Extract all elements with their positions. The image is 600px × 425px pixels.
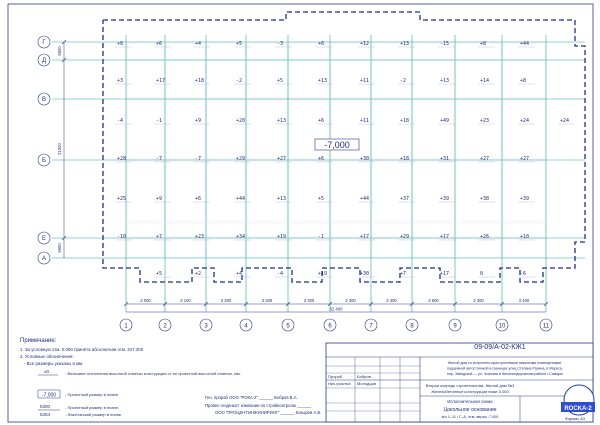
axis-col-label: 6 xyxy=(328,323,332,330)
deviation-value: +14 xyxy=(480,78,490,84)
deviation-value: +12 xyxy=(360,41,370,47)
deviation-value: +13 xyxy=(440,78,450,84)
grid-cell xyxy=(372,100,411,159)
dim-label: 3 300 xyxy=(473,298,484,303)
sheet-name: Цокольное основание xyxy=(443,407,497,413)
deviation-value: +6 xyxy=(318,156,325,162)
axis-bubble-col xyxy=(240,319,252,331)
axis-bubble-col xyxy=(365,319,377,331)
deviation-value: +17 xyxy=(156,78,166,84)
deviation-value: +27 xyxy=(277,156,287,162)
deviation-value: +24 xyxy=(560,118,570,124)
grid-cell xyxy=(503,161,545,221)
deviation-value: +24 xyxy=(520,118,530,124)
grid-cell xyxy=(289,161,329,221)
signer-2: Провел геодезист компании по стройконтролю ______ xyxy=(205,403,312,408)
axis-bubble-row xyxy=(38,36,50,48)
dim-total-label: 32 400 xyxy=(329,306,343,312)
signer-3: ООО "ПРОЦЕНТИНЖИНИРИНГ" ______ Козырев А.В. xyxy=(215,410,322,415)
role-1-name: Бобров xyxy=(357,374,371,379)
axis-col-label: 4 xyxy=(244,323,248,330)
deviation-value: +44 xyxy=(360,196,370,202)
grid-cell xyxy=(456,43,501,59)
sheet-title: Исполнительная схема xyxy=(447,399,493,404)
deviation-value: +19 xyxy=(277,234,287,240)
axis-bubble-col xyxy=(449,319,461,331)
deviation-value: +20 xyxy=(236,118,246,124)
legend-sym-4: 5304 xyxy=(40,412,51,417)
axis-bubble-col xyxy=(282,319,294,331)
axis-bubble-row xyxy=(38,93,50,105)
deviation-value: +18 xyxy=(400,156,410,162)
deviation-value: +38 xyxy=(480,196,490,202)
deviation-value: +8 xyxy=(480,41,487,47)
level-marker xyxy=(315,139,359,150)
deviation-value: -7 xyxy=(156,156,163,162)
org-line-1: Жилой дом со встроенно-пристроенными нежилыми помещениями, xyxy=(447,361,563,365)
left-dim-label: 5900 xyxy=(57,243,62,253)
axis-col-label: 5 xyxy=(286,323,290,330)
deviation-value: +18 xyxy=(195,78,205,84)
signer-1: Ген. прораб ООО "РОКА-2" ______ Бобров В.А. xyxy=(205,395,298,400)
grid-cell xyxy=(331,161,370,221)
title-block xyxy=(326,343,595,422)
grid-cell xyxy=(456,223,501,237)
deviation-value: +28 xyxy=(117,156,127,162)
legend-sym-2: -7,000 xyxy=(41,392,57,399)
deviation-value: +5 xyxy=(236,41,243,47)
deviation-value: +7 xyxy=(400,271,407,277)
deviation-value: +3 xyxy=(117,78,124,84)
axis-col-label: 11 xyxy=(542,323,550,330)
format-label: Формат А3 xyxy=(564,416,585,421)
deviation-value: +27 xyxy=(520,156,530,162)
grid-cell xyxy=(503,100,545,159)
grid-cell xyxy=(413,161,454,221)
deviation-value: +23 xyxy=(195,234,205,240)
deviation-value: +31 xyxy=(440,156,450,162)
grid-cell xyxy=(456,100,501,159)
deviation-value: +2 xyxy=(195,271,202,277)
deviation-value: -3 xyxy=(277,41,284,47)
left-dim-label: 21000 xyxy=(57,143,62,155)
grid-cell xyxy=(413,239,454,257)
stage-line-1: Вторая очередь строительства. Жилой дом №3 xyxy=(425,383,515,388)
deviation-value: -15 xyxy=(440,41,450,47)
grid-cell xyxy=(289,239,329,257)
deviation-value: +4 xyxy=(236,271,243,277)
deviation-value: +37 xyxy=(400,196,410,202)
dim-label: 3 600 xyxy=(428,298,439,303)
org-line-3: пер. Заводской — ул. Чкалова в Железнодорожном районе г.Самары xyxy=(447,372,563,376)
grid-cell xyxy=(456,239,501,257)
role-2-name: Молодцов xyxy=(357,381,376,386)
deviation-value: -10 xyxy=(117,234,127,240)
axis-bubble-row xyxy=(38,232,50,244)
legend-text-1: - Величина отклонения высотной отметки конструкции от ее проектной высотной отметки, мм. xyxy=(65,371,241,376)
deviation-value: -6 xyxy=(520,271,527,277)
deviation-value: +17 xyxy=(440,234,450,240)
deviation-value: +11 xyxy=(360,78,370,84)
grid-cell xyxy=(247,239,287,257)
axis-bubble-col xyxy=(324,319,336,331)
grid-cell xyxy=(456,161,501,221)
grid-cell xyxy=(372,239,411,257)
deviation-value: +9 xyxy=(195,118,202,124)
note-line-2: 2. Условные обозначения: xyxy=(20,354,74,359)
deviation-value: +18 xyxy=(400,118,410,124)
deviation-value: +17 xyxy=(360,234,370,240)
deviation-value: +5 xyxy=(277,78,284,84)
deviation-value: +6 xyxy=(318,118,325,124)
axis-col-label: 9 xyxy=(453,323,457,330)
dim-label: 3 100 xyxy=(180,298,191,303)
deviation-value: +26 xyxy=(480,234,490,240)
deviation-value: +8 xyxy=(117,41,124,47)
axis-col-label: 1 xyxy=(124,323,128,330)
deviation-value: +9 xyxy=(156,196,163,202)
grid-cell xyxy=(413,100,454,159)
deviation-value: +30 xyxy=(360,271,370,277)
axis-bubble-row xyxy=(38,252,50,264)
axis-row-label: Д xyxy=(41,58,47,65)
stamp-text: ROCKA-2 xyxy=(564,406,592,412)
grid-cell xyxy=(166,161,205,221)
grid-cell xyxy=(127,239,164,257)
axis-col-label: 8 xyxy=(410,323,414,330)
legend-sym-1: ±0 xyxy=(44,369,49,374)
deviation-value: +30 xyxy=(360,156,370,162)
axis-row-label: А xyxy=(41,256,47,263)
svg-text:-7,000: -7,000 xyxy=(324,140,350,150)
grid-cell xyxy=(207,161,245,221)
role-1: Прораб xyxy=(328,374,343,379)
left-dim-label: 5800 xyxy=(57,46,62,56)
axis-row-label: Б xyxy=(42,158,46,165)
legend-text-3: - Проектный размер в плане. xyxy=(65,405,120,410)
deviation-value: +13 xyxy=(277,196,287,202)
grid-cell xyxy=(166,100,205,159)
dim-label: 3 300 xyxy=(261,298,273,303)
deviation-value: -1 xyxy=(156,118,163,124)
grid-cell xyxy=(207,100,245,159)
deviation-value: 0 xyxy=(480,271,484,277)
dim-label: 3 300 xyxy=(220,298,232,303)
deviation-value: +11 xyxy=(360,118,370,124)
axis-col-label: 3 xyxy=(204,323,208,330)
sheet-sub: в/о 1–11 / Г–А, отм. верха -7,000 xyxy=(441,415,499,419)
axis-row-label: Г xyxy=(42,40,46,47)
deviation-value: +10 xyxy=(520,234,530,240)
grid-cell xyxy=(127,161,164,221)
axis-row-label: В xyxy=(41,97,47,104)
legend-sym-3: 5300 xyxy=(40,404,51,409)
dim-label: 2 000 xyxy=(140,298,151,303)
deviation-value: +23 xyxy=(480,118,490,124)
axis-col-label: 7 xyxy=(369,323,373,330)
deviation-value: +44 xyxy=(236,196,246,202)
grid-cell xyxy=(456,61,501,98)
deviation-value: +8 xyxy=(520,78,527,84)
axis-bubble-row xyxy=(38,54,50,66)
grid-cell xyxy=(166,239,205,257)
deviation-value: +29 xyxy=(400,234,410,240)
stage-line-2: Железобетонные конструкции ниже 0.000 xyxy=(431,389,509,394)
deviation-value: +29 xyxy=(236,156,246,162)
deviation-value: +5 xyxy=(156,271,163,277)
org-line-2: подземной автостоянкой в границах улиц Степана Разина, К.Маркса, xyxy=(447,366,563,371)
notes-heading: Примечание: xyxy=(20,338,57,344)
note-line-1: 1. За условную отм. 0.000 принята абсолютная отм. 247.200 xyxy=(20,347,144,352)
deviation-value: +6 xyxy=(156,41,163,47)
axis-col-label: 2 xyxy=(163,323,167,330)
deviation-value: +25 xyxy=(117,196,127,202)
deviation-value: +13 xyxy=(318,78,328,84)
deviation-value: +44 xyxy=(520,41,530,47)
dim-label: 3 400 xyxy=(518,298,530,303)
axis-row-label: Е xyxy=(41,236,47,243)
deviation-value: +49 xyxy=(440,118,450,124)
deviation-value: -1 xyxy=(318,234,325,240)
deviation-value: -2 xyxy=(236,78,243,84)
grid-cell xyxy=(127,100,164,159)
deviation-value: +6 xyxy=(195,196,202,202)
axis-bubble-col xyxy=(159,319,171,331)
deviation-value: +4 xyxy=(195,41,202,47)
deviation-value: -4 xyxy=(277,271,284,277)
grid-cell xyxy=(503,239,545,257)
deviation-value: -7 xyxy=(195,156,202,162)
dim-label: 3 300 xyxy=(345,298,356,303)
deviation-value: +19 xyxy=(318,271,328,277)
grid-cell xyxy=(247,161,287,221)
role-2: Нач.участка xyxy=(328,381,351,386)
axis-bubble-col xyxy=(406,319,418,331)
grid-cell xyxy=(247,100,287,159)
legend-text-4: - Фактический размер в плане. xyxy=(65,412,123,417)
deviation-value: +27 xyxy=(480,156,490,162)
axis-bubble-col xyxy=(540,319,552,331)
deviation-value: +34 xyxy=(236,234,246,240)
axis-bubble-col xyxy=(200,319,212,331)
deviation-value: +39 xyxy=(520,196,530,202)
deviation-value: +17 xyxy=(440,271,450,277)
deviation-value: +5 xyxy=(318,196,325,202)
deviation-value: -2 xyxy=(400,78,407,84)
deviation-value: +6 xyxy=(318,41,325,47)
dim-label: 3 300 xyxy=(303,298,315,303)
deviation-value: -4 xyxy=(117,118,124,124)
axis-bubble-row xyxy=(38,154,50,166)
axis-bubble-col xyxy=(120,319,132,331)
deviation-value: +13 xyxy=(277,118,287,124)
axis-bubble-col xyxy=(496,319,508,331)
grid-cell xyxy=(331,239,370,257)
deviation-value: +7 xyxy=(156,234,163,240)
grid-cell xyxy=(372,161,411,221)
drawing-code: 09-09/А-02-КЖ1 xyxy=(474,344,526,351)
dim-label: 3 300 xyxy=(386,298,397,303)
grid-cell xyxy=(207,239,245,257)
note-line-3: - Все размеры указаны в мм. xyxy=(24,361,84,366)
deviation-value: +13 xyxy=(400,41,410,47)
axis-col-label: 10 xyxy=(498,323,506,330)
legend-text-2: - Проектный размер в плане. xyxy=(65,392,120,397)
deviation-value: +39 xyxy=(440,196,450,202)
